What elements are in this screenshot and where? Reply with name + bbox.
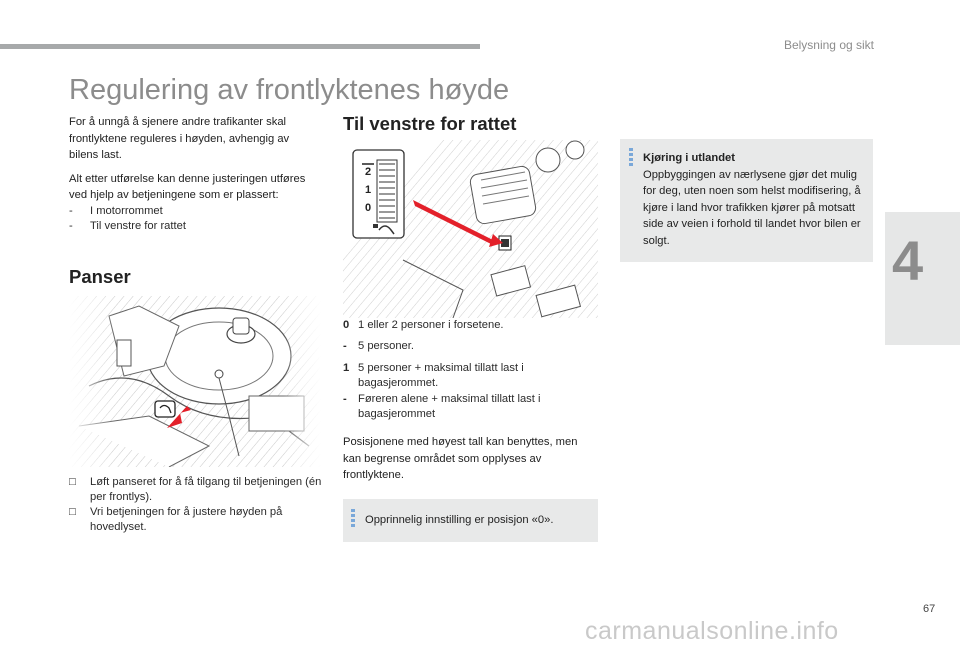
page-number: 67	[923, 603, 936, 615]
dashboard-illustration	[343, 140, 598, 318]
list-item: - I motorrommet	[69, 204, 163, 217]
checkbox-icon: □	[69, 506, 76, 518]
info-icon	[629, 148, 633, 168]
panser-heading: Panser	[69, 266, 131, 287]
intro-paragraph-2: Alt etter utførelse kan denne justeringen utføres ved hjelp av betjeningene som er plassert:	[69, 172, 306, 201]
list-item: 1 5 personer + maksimal tillatt last i bagasjerommet.	[343, 362, 524, 389]
venstre-heading: Til venstre for rattet	[343, 113, 517, 134]
info-title: Kjøring i utlandet	[643, 152, 735, 164]
intro-paragraph-1: For å unngå å sjenere andre trafikanter skal frontlyktene reguleres i høyden, avhengig av bilens last.	[69, 116, 290, 161]
info-content	[643, 150, 868, 249]
intro-block	[69, 114, 319, 234]
header-bar	[0, 44, 480, 49]
dial-label: 0	[365, 202, 372, 214]
list-item: 0 1 eller 2 personer i forsetene.	[343, 319, 504, 331]
list-item: - Føreren alene + maksimal tillatt last i bagasjerommet	[343, 393, 541, 420]
info-icon	[351, 509, 355, 529]
chapter-number: 4	[892, 229, 924, 292]
location-list	[69, 204, 319, 234]
list-item: □ Vri betjeningen for å justere høyden på hovedlyset.	[69, 506, 283, 533]
watermark: carmanualsonline.info	[585, 617, 839, 645]
engine-bay-illustration	[69, 296, 321, 467]
info-text: Oppbyggingen av nærlysene gjør det mulig for deg, uten noen som helst modifisering, å kjøre i land hvor trafikken kjører på motsatt side av veien i forhold til landet hvor bilen er solgt.	[643, 168, 861, 247]
checkbox-icon: □	[69, 476, 76, 488]
info-box-abroad	[620, 139, 873, 262]
positions-note: Posisjonene med høyest tall kan benyttes, men kan begrense området som opplyses av frontlyktene.	[343, 436, 578, 481]
info-text: Opprinnelig innstilling er posisjon «0».	[365, 514, 554, 526]
panser-steps	[69, 475, 325, 535]
section-label: Belysning og sikt	[783, 38, 874, 52]
dial-label: 2	[365, 166, 372, 178]
dial-label: 1	[365, 184, 372, 196]
list-item: - Til venstre for rattet	[69, 219, 186, 232]
info-box-default	[343, 499, 598, 542]
list-item: - 5 personer.	[343, 340, 414, 352]
list-item: □ Løft panseret for å få tilgang til betjeningen (én per frontlys).	[69, 476, 322, 503]
positions-list	[343, 318, 598, 428]
page-title: Regulering av frontlyktenes høyde	[69, 74, 510, 106]
